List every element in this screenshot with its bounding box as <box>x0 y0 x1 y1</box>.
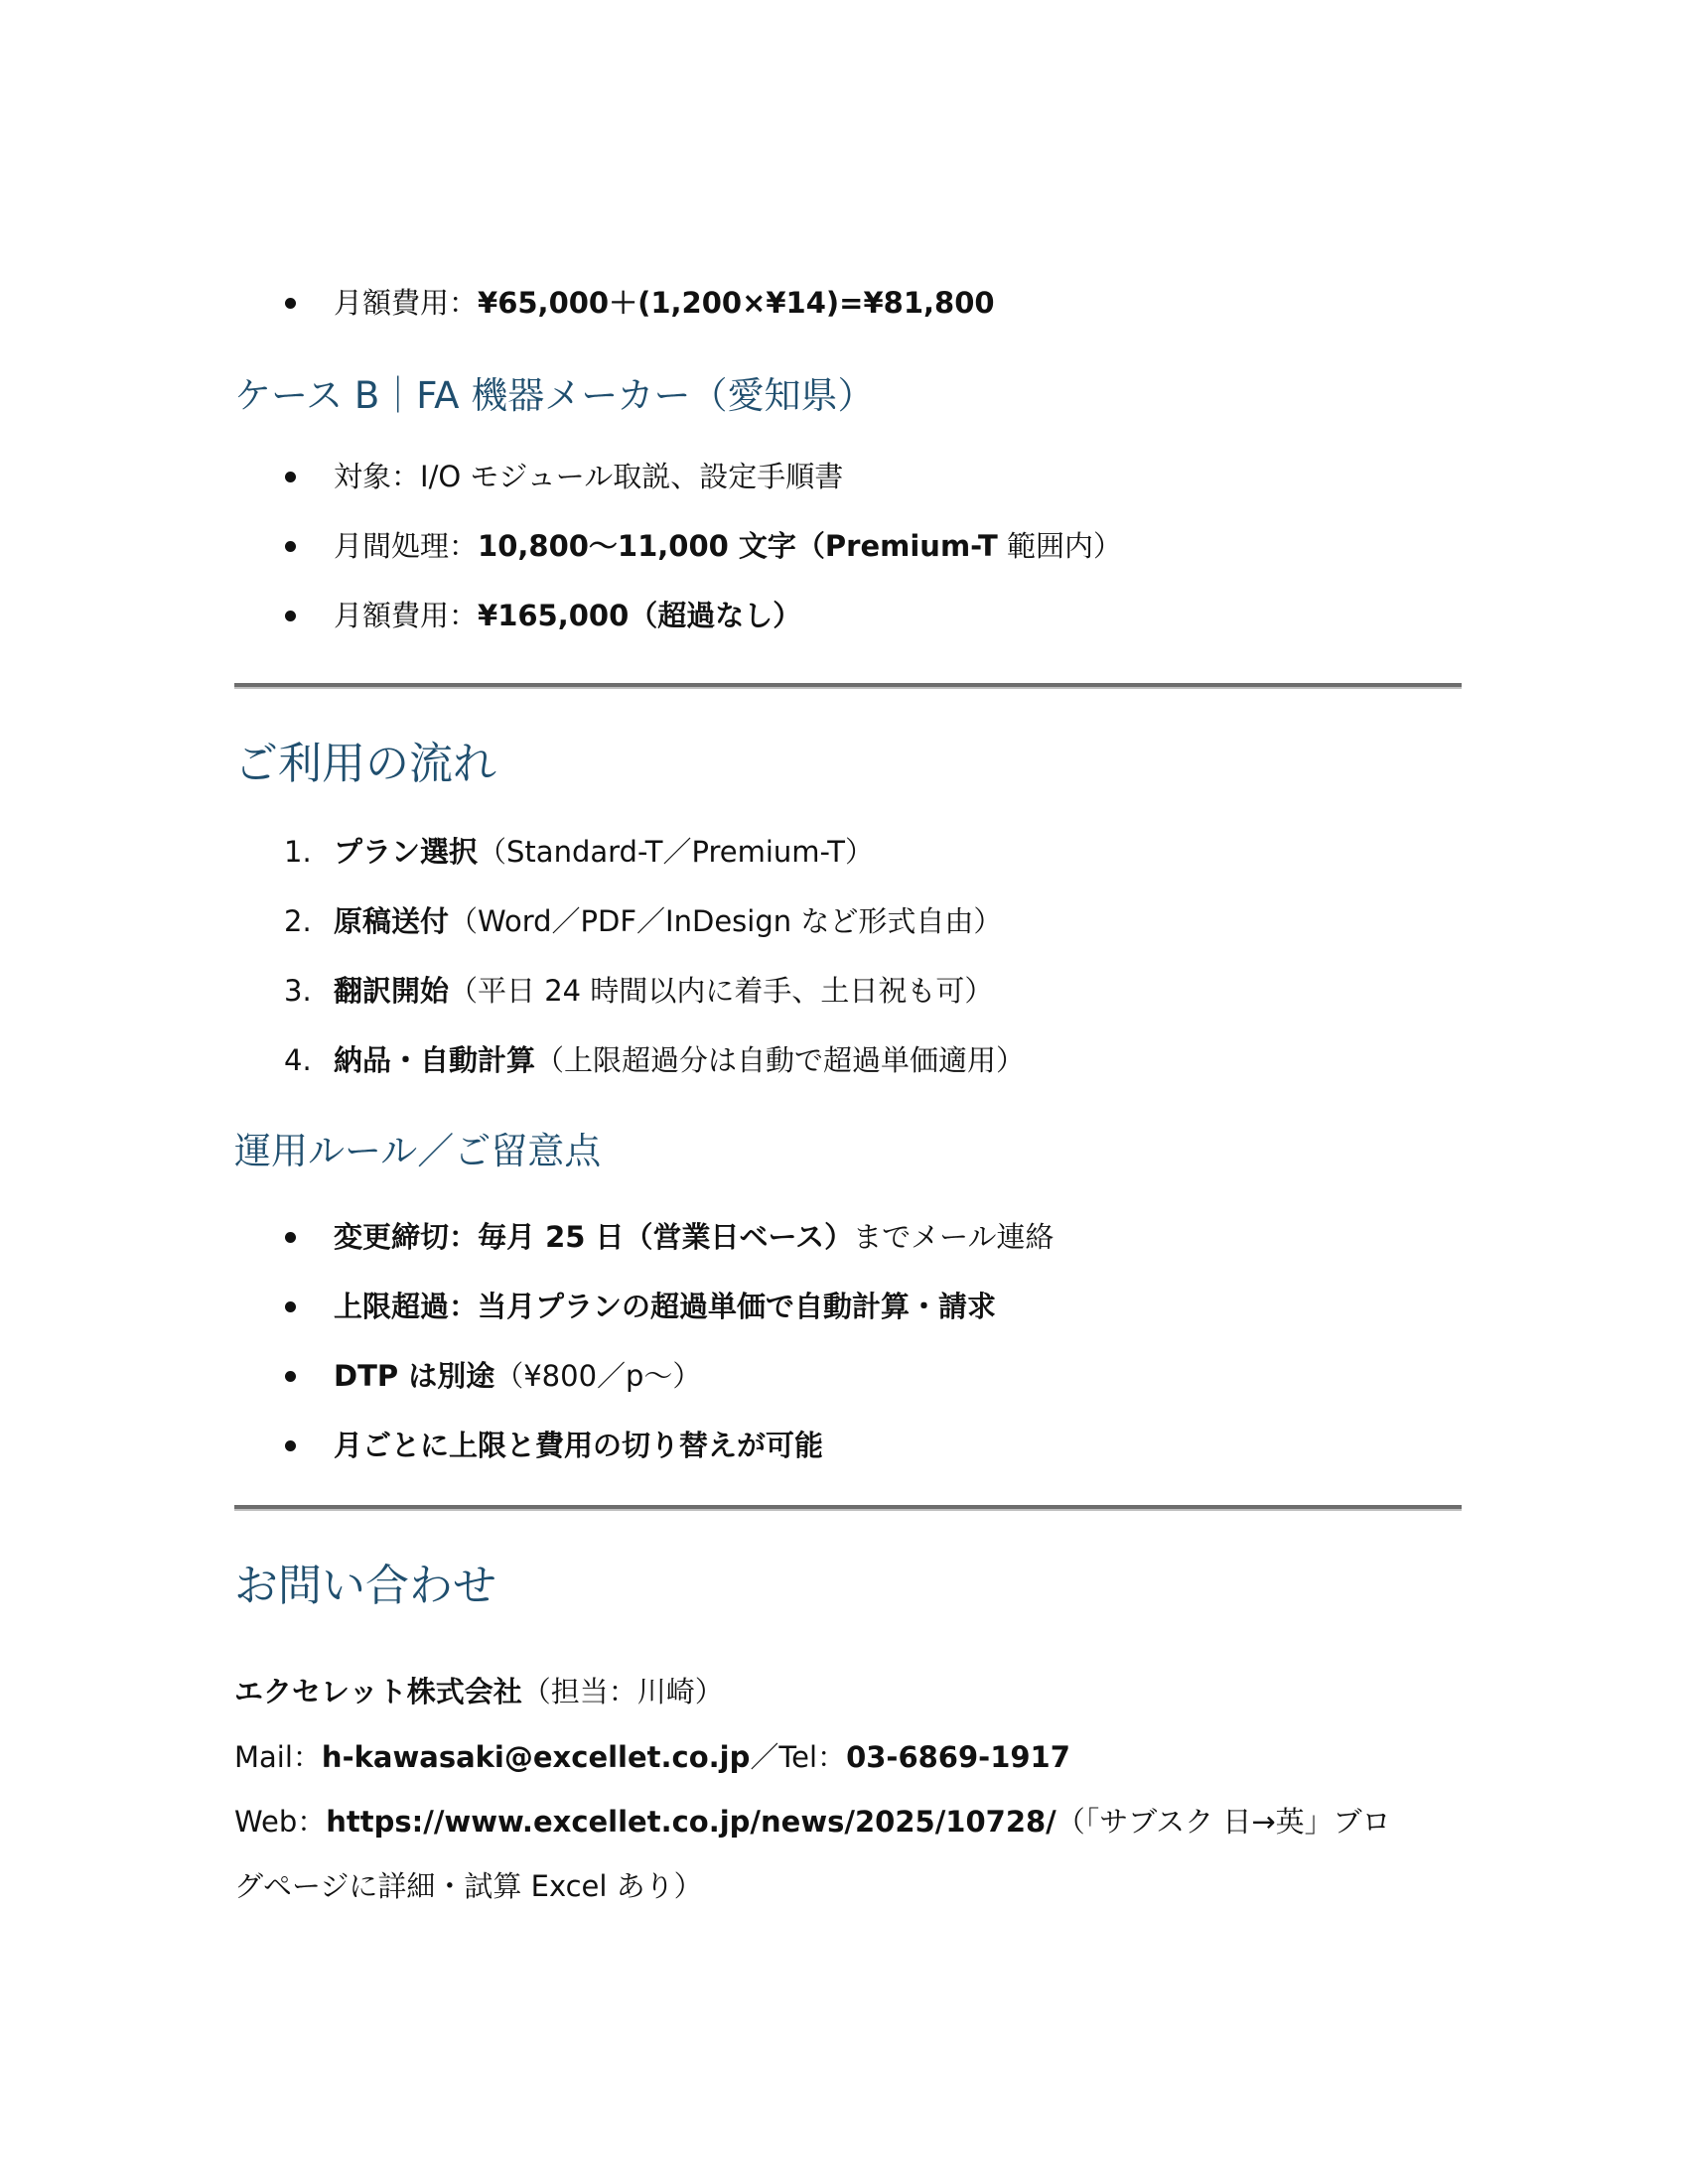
step-number: 4. <box>284 1043 312 1077</box>
contact-person: （担当：川崎） <box>521 1675 724 1708</box>
step-number: 1. <box>284 835 312 869</box>
flow-step-detail: （Standard-T／Premium-T） <box>478 835 875 869</box>
flow-step-detail: （Word／PDF／InDesign など形式自由） <box>449 904 1003 938</box>
mail-label: Mail： <box>234 1740 322 1774</box>
section-divider <box>234 683 1462 689</box>
rule-item <box>334 1287 996 1326</box>
flow-step-title: プラン選択 <box>334 835 479 869</box>
rule-item <box>334 1217 1055 1257</box>
case-b-volume <box>334 526 1122 566</box>
flow-step-detail: （上限超過分は自動で超過単価適用） <box>535 1043 1026 1077</box>
case-b-fee-label: 月額費用： <box>334 599 479 632</box>
bullet <box>285 611 296 621</box>
bullet <box>285 1440 296 1451</box>
rule-item-bold: DTP は別途 <box>334 1359 495 1393</box>
bullet <box>285 1301 296 1312</box>
contact-company-line <box>234 1672 724 1711</box>
web-note-cont: グページに詳細・試算 Excel あり） <box>234 1869 703 1903</box>
rules-heading: 運用ルール／ご留意点 <box>234 1130 602 1172</box>
case-b-target-value: I/O モジュール取説、設定手順書 <box>420 460 844 493</box>
bullet <box>285 541 296 552</box>
flow-step <box>334 832 874 872</box>
flow-step-title: 納品・自動計算 <box>334 1043 536 1077</box>
contact-web-line-cont <box>234 1866 703 1906</box>
rule-item <box>334 1356 701 1396</box>
web-note: （「サブスク 日→英」ブロ <box>1055 1805 1391 1839</box>
case-b-target-label: 対象： <box>334 460 421 493</box>
web-label: Web： <box>234 1805 327 1839</box>
contact-heading: お問い合わせ <box>234 1561 496 1611</box>
step-number: 2. <box>284 904 312 938</box>
flow-step-title: 原稿送付 <box>334 904 450 938</box>
tel-label: ／Tel： <box>750 1740 847 1774</box>
case-a-fee-label: 月額費用： <box>334 286 479 320</box>
bullet <box>285 472 296 482</box>
case-b-fee-value: ¥165,000（超過なし） <box>478 599 802 632</box>
case-b-fee <box>334 596 801 635</box>
rule-item-rest: （¥800／p～） <box>494 1359 702 1393</box>
flow-step <box>334 1040 1025 1080</box>
tel-link[interactable]: 03-6869-1917 <box>846 1740 1070 1774</box>
case-b-heading: ケース B｜FA 機器メーカー（愛知県） <box>234 374 875 417</box>
rule-item <box>334 1426 823 1465</box>
flow-step-title: 翻訳開始 <box>334 974 450 1008</box>
contact-mail-line <box>234 1737 1070 1777</box>
rule-item-bold: 変更締切：毎月 25 日（営業日ベース） <box>334 1220 854 1254</box>
case-b-volume-label: 月間処理： <box>334 529 479 563</box>
rule-item-bold: 月ごとに上限と費用の切り替えが可能 <box>334 1429 824 1462</box>
case-b-target <box>334 457 843 496</box>
flow-step <box>334 971 993 1011</box>
flow-step <box>334 901 1002 941</box>
bullet <box>285 1232 296 1243</box>
bullet <box>285 298 296 309</box>
step-number: 3. <box>284 974 312 1008</box>
section-divider <box>234 1505 1462 1511</box>
mail-link[interactable]: h-kawasaki@excellet.co.jp <box>321 1740 751 1774</box>
flow-heading: ご利用の流れ <box>234 739 496 789</box>
rule-item-rest: までメール連絡 <box>853 1220 1055 1254</box>
case-a-fee <box>334 283 995 323</box>
rule-item-bold: 上限超過：当月プランの超過単価で自動計算・請求 <box>334 1290 997 1323</box>
bullet <box>285 1371 296 1382</box>
contact-web-line <box>234 1802 1391 1842</box>
case-b-volume-rest: 範囲内） <box>997 529 1122 563</box>
company-name: エクセレット株式会社 <box>234 1675 522 1708</box>
flow-step-detail: （平日 24 時間以内に着手、土日祝も可） <box>449 974 994 1008</box>
web-link[interactable]: https://www.excellet.co.jp/news/2025/10728/ <box>326 1805 1056 1839</box>
case-a-fee-value: ¥65,000＋(1,200×¥14)=¥81,800 <box>478 286 995 320</box>
case-b-volume-bold: 10,800～11,000 文字（Premium-T <box>478 529 998 563</box>
